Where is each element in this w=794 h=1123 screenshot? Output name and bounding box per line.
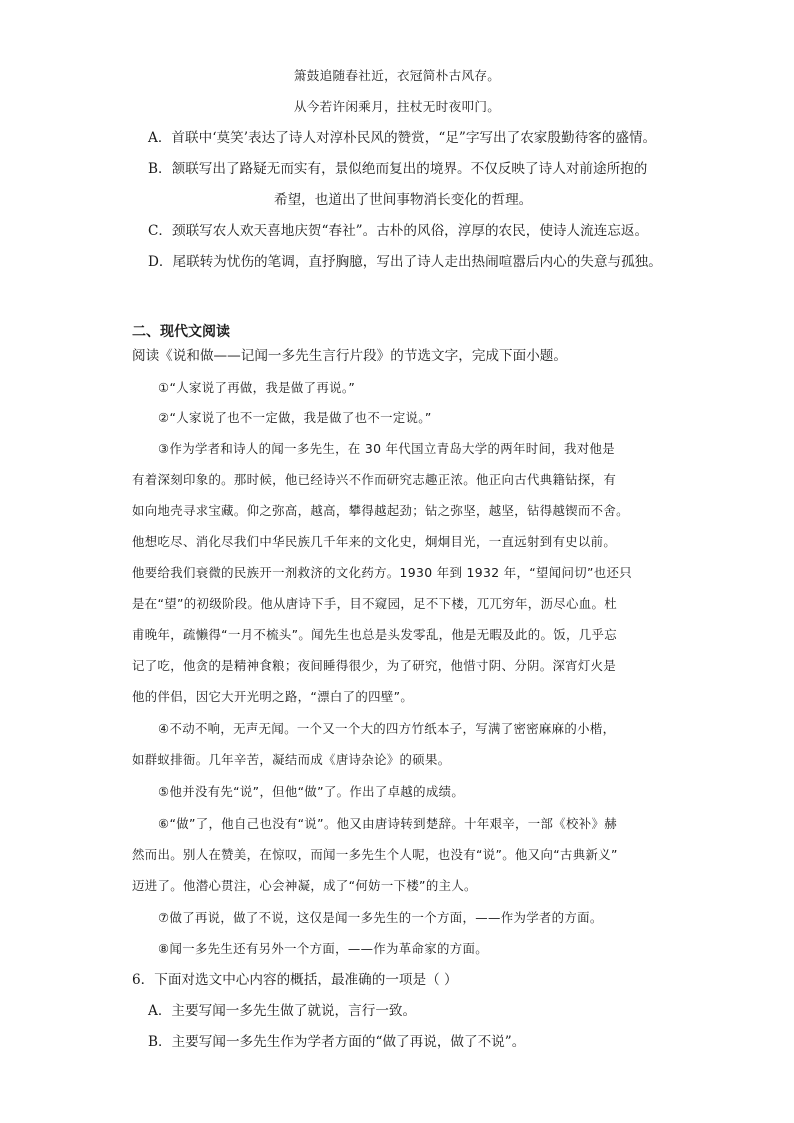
q5-option-c: C．颈联写农人欢天喜地庆贺“春社”。古朴的风俗，淳厚的农民，使诗人流连忘返。 — [148, 223, 649, 239]
q5-option-a: A．首联中‘莫笑’表达了诗人对淳朴民风的赞赏，“足”字写出了农家殷勤待客的盛情。 — [148, 130, 657, 146]
passage-paragraph-4-line: ④不动不响，无声无闻。一个又一个大的四方竹纸本子，写满了密密麻麻的小楷， — [158, 721, 616, 736]
passage-paragraph-3-line: ③作为学者和诗人的闻一多先生，在 30 年代国立青岛大学的两年时间，我对他是 — [158, 441, 615, 456]
passage-paragraph-7: ⑦做了再说，做了不说，这仅是闻一多先生的一个方面，——作为学者的方面。 — [158, 910, 603, 925]
passage-paragraph-3-line: 记了吃，他贪的是精神食粮；夜间睡得很少，为了研究，他惜寸阴、分阴。深宵灯火是 — [132, 658, 617, 673]
passage-paragraph-8: ⑧闻一多先生还有另外一个方面，——作为革命家的方面。 — [158, 941, 488, 956]
passage-paragraph-3-line: 甫晚年，疏懒得“一月不梳头”。闻先生也总是头发零乱，他是无暇及此的。饭，几乎忘 — [132, 627, 617, 642]
passage-paragraph-2: ②“人家说了也不一定做，我是做了也不一定说。” — [158, 410, 432, 425]
passage-paragraph-3-line: 他要给我们衰微的民族开一剂救济的文化药方。1930 年到 1932 年，“望闻问切”也还只 — [132, 565, 632, 580]
passage-paragraph-1: ①“人家说了再做，我是做了再说。” — [158, 380, 356, 395]
section-heading: 二、现代文阅读 — [132, 324, 230, 340]
q5-option-d: D．尾联转为忧伤的笔调，直抒胸臆，写出了诗人走出热闹喧嚣后内心的失意与孤独。 — [148, 254, 662, 270]
q5-option-b-line1: B．颔联写出了路疑无而实有，景似绝而复出的境界。不仅反映了诗人对前途所抱的 — [148, 161, 648, 177]
passage-paragraph-5: ⑤他并没有先“说”，但他“做”了。作出了卓越的成绩。 — [158, 784, 465, 799]
passage-paragraph-6-line: 迈进了。他潜心贯注，心会神凝，成了“何妨一下楼”的主人。 — [132, 878, 477, 893]
passage-paragraph-4-line: 如群蚁排衙。几年辛苦，凝结而成《唐诗杂论》的硕果。 — [132, 752, 451, 767]
passage-paragraph-3-line: 是在“望”的初级阶段。他从唐诗下手，目不窥园，足不下楼，兀兀穷年，沥尽心血。杜 — [132, 596, 617, 611]
question-6-option-b: B．主要写闻一多先生作为学者方面的“做了再说，做了不说”。 — [148, 1034, 526, 1050]
question-6-stem: 6．下面对选文中心内容的概括，最准确的一项是（ ） — [132, 972, 458, 988]
poem-line-4: 从今若许闲乘月，拄杖无时夜叩门。 — [293, 99, 501, 114]
section-intro: 阅读《说和做——记闻一多先生言行片段》的节选文字，完成下面小题。 — [132, 348, 567, 364]
question-6-option-a: A．主要写闻一多先生做了就说，言行一致。 — [148, 1003, 417, 1019]
q5-option-b-line2: 希望，也道出了世间事物消长变化的哲理。 — [274, 192, 533, 208]
passage-paragraph-6-line: 然而出。别人在赞美，在惊叹，而闻一多先生个人呢，也没有“说”。他又向“古典新义” — [132, 847, 618, 862]
passage-paragraph-3-line: 他的伴侣，因它大开光明之路，“漂白了的四壁”。 — [132, 689, 414, 704]
passage-paragraph-3-line: 他想吃尽、消化尽我们中华民族几千年来的文化史，炯炯目光，一直远射到有史以前。 — [132, 534, 617, 549]
passage-paragraph-3-line: 有着深刻印象的。那时候，他已经诗兴不作而研究志趣正浓。他正向古代典籍钻探，有 — [132, 472, 617, 487]
passage-paragraph-3-line: 如向地壳寻求宝藏。仰之弥高，越高，攀得越起劲；钻之弥坚，越坚，钻得越锲而不舍。 — [132, 503, 629, 518]
poem-line-3: 箫鼓追随春社近，衣冠简朴古风存。 — [293, 68, 501, 83]
passage-paragraph-6-line: ⑥“做”了，他自己也没有“说”。他又由唐诗转到楚辞。十年艰辛，一部《校补》赫 — [158, 816, 617, 831]
